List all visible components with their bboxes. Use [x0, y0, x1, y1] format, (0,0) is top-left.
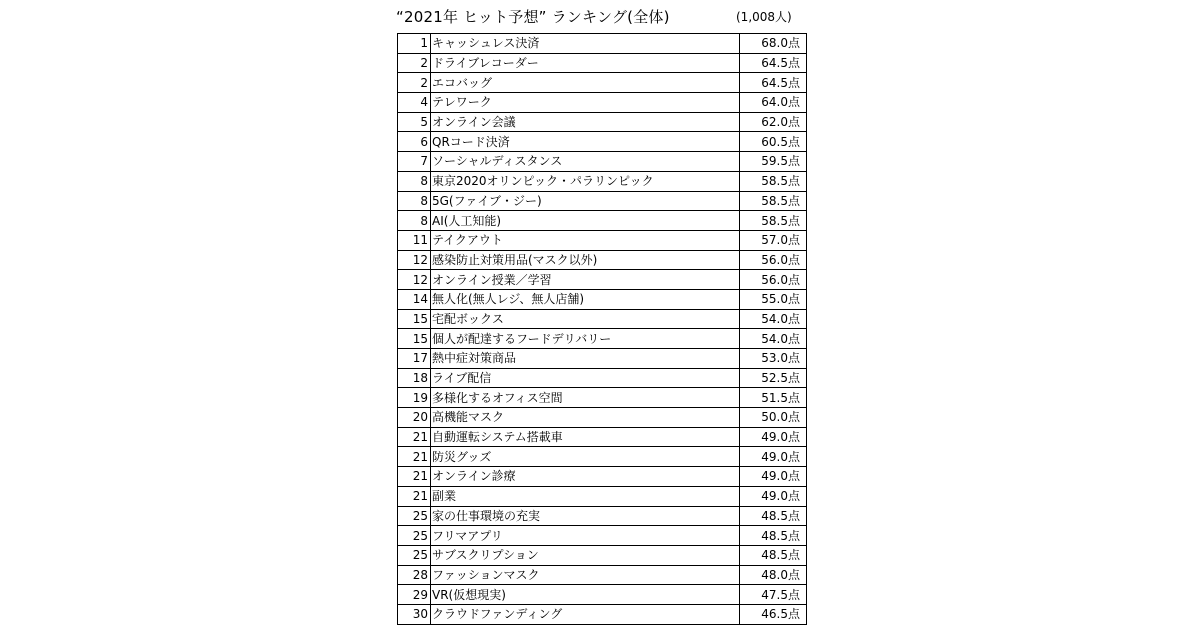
item-cell: 無人化(無人レジ、無人店舗) — [431, 289, 740, 309]
rank-cell: 2 — [398, 73, 431, 93]
ranking-title-text: “2021年 ヒット予想” ランキング(全体) — [396, 8, 670, 26]
score-cell: 58.5点 — [740, 191, 807, 211]
score-cell: 55.0点 — [740, 289, 807, 309]
item-cell: オンライン会議 — [431, 112, 740, 132]
table-row — [398, 73, 807, 93]
rank-cell: 17 — [398, 349, 431, 369]
rank-cell: 4 — [398, 93, 431, 113]
rank-cell: 21 — [398, 467, 431, 487]
score-cell: 58.5点 — [740, 171, 807, 191]
item-cell: 多様化するオフィス空間 — [431, 388, 740, 408]
table-row — [398, 349, 807, 369]
score-cell: 53.0点 — [740, 349, 807, 369]
table-row — [398, 486, 807, 506]
rank-cell: 20 — [398, 408, 431, 428]
table-row — [398, 152, 807, 172]
rank-cell: 19 — [398, 388, 431, 408]
table-row — [398, 329, 807, 349]
table-row — [398, 230, 807, 250]
table-row — [398, 171, 807, 191]
score-cell: 54.0点 — [740, 329, 807, 349]
table-row — [398, 270, 807, 290]
item-cell: 防災グッズ — [431, 447, 740, 467]
item-cell: オンライン診療 — [431, 467, 740, 487]
score-cell: 56.0点 — [740, 270, 807, 290]
table-row — [398, 112, 807, 132]
item-cell: 自動運転システム搭載車 — [431, 427, 740, 447]
table-row — [398, 526, 807, 546]
item-cell: キャッシュレス決済 — [431, 34, 740, 54]
rank-cell: 29 — [398, 585, 431, 605]
score-cell: 64.5点 — [740, 73, 807, 93]
score-cell: 51.5点 — [740, 388, 807, 408]
rank-cell: 7 — [398, 152, 431, 172]
table-row — [398, 93, 807, 113]
table-row — [398, 211, 807, 231]
item-cell: ドライブレコーダー — [431, 53, 740, 73]
item-cell: 副業 — [431, 486, 740, 506]
rank-cell: 8 — [398, 191, 431, 211]
table-row — [398, 427, 807, 447]
rank-cell: 12 — [398, 250, 431, 270]
table-row — [398, 191, 807, 211]
item-cell: 5G(ファイブ・ジー) — [431, 191, 740, 211]
score-cell: 48.5点 — [740, 545, 807, 565]
item-cell: 個人が配達するフードデリバリー — [431, 329, 740, 349]
ranking-table — [397, 33, 807, 625]
score-cell: 48.0点 — [740, 565, 807, 585]
table-row — [398, 53, 807, 73]
score-cell: 48.5点 — [740, 526, 807, 546]
rank-cell: 21 — [398, 486, 431, 506]
item-cell: 感染防止対策用品(マスク以外) — [431, 250, 740, 270]
table-row — [398, 506, 807, 526]
table-row — [398, 388, 807, 408]
item-cell: 熱中症対策商品 — [431, 349, 740, 369]
score-cell: 48.5点 — [740, 506, 807, 526]
score-cell: 49.0点 — [740, 467, 807, 487]
item-cell: テレワーク — [431, 93, 740, 113]
item-cell: AI(人工知能) — [431, 211, 740, 231]
score-cell: 54.0点 — [740, 309, 807, 329]
rank-cell: 15 — [398, 329, 431, 349]
score-cell: 49.0点 — [740, 486, 807, 506]
rank-cell: 18 — [398, 368, 431, 388]
score-cell: 52.5点 — [740, 368, 807, 388]
rank-cell: 15 — [398, 309, 431, 329]
score-cell: 64.5点 — [740, 53, 807, 73]
table-row — [398, 447, 807, 467]
item-cell: ライブ配信 — [431, 368, 740, 388]
table-row — [398, 132, 807, 152]
item-cell: サブスクリプション — [431, 545, 740, 565]
ranking-title — [396, 6, 816, 28]
table-row — [398, 467, 807, 487]
table-row — [398, 289, 807, 309]
rank-cell: 21 — [398, 427, 431, 447]
table-row — [398, 368, 807, 388]
rank-cell: 30 — [398, 604, 431, 624]
item-cell: 宅配ボックス — [431, 309, 740, 329]
rank-cell: 25 — [398, 506, 431, 526]
item-cell: フリマアプリ — [431, 526, 740, 546]
respondent-count: (1,008人) — [736, 10, 792, 24]
score-cell: 47.5点 — [740, 585, 807, 605]
table-row — [398, 250, 807, 270]
rank-cell: 8 — [398, 171, 431, 191]
rank-cell: 6 — [398, 132, 431, 152]
rank-cell: 14 — [398, 289, 431, 309]
item-cell: オンライン授業／学習 — [431, 270, 740, 290]
score-cell: 46.5点 — [740, 604, 807, 624]
item-cell: VR(仮想現実) — [431, 585, 740, 605]
score-cell: 62.0点 — [740, 112, 807, 132]
item-cell: エコバッグ — [431, 73, 740, 93]
rank-cell: 25 — [398, 545, 431, 565]
item-cell: 高機能マスク — [431, 408, 740, 428]
rank-cell: 28 — [398, 565, 431, 585]
score-cell: 60.5点 — [740, 132, 807, 152]
rank-cell: 2 — [398, 53, 431, 73]
score-cell: 64.0点 — [740, 93, 807, 113]
item-cell: 家の仕事環境の充実 — [431, 506, 740, 526]
table-row — [398, 34, 807, 54]
score-cell: 57.0点 — [740, 230, 807, 250]
table-row — [398, 604, 807, 624]
score-cell: 50.0点 — [740, 408, 807, 428]
table-row — [398, 408, 807, 428]
score-cell: 58.5点 — [740, 211, 807, 231]
score-cell: 49.0点 — [740, 447, 807, 467]
score-cell: 68.0点 — [740, 34, 807, 54]
item-cell: ソーシャルディスタンス — [431, 152, 740, 172]
rank-cell: 1 — [398, 34, 431, 54]
score-cell: 56.0点 — [740, 250, 807, 270]
score-cell: 59.5点 — [740, 152, 807, 172]
rank-cell: 8 — [398, 211, 431, 231]
rank-cell: 11 — [398, 230, 431, 250]
table-row — [398, 585, 807, 605]
item-cell: クラウドファンディング — [431, 604, 740, 624]
rank-cell: 25 — [398, 526, 431, 546]
rank-cell: 12 — [398, 270, 431, 290]
item-cell: QRコード決済 — [431, 132, 740, 152]
table-row — [398, 309, 807, 329]
item-cell: テイクアウト — [431, 230, 740, 250]
ranking-table-body — [398, 34, 807, 625]
item-cell: 東京2020オリンピック・パラリンピック — [431, 171, 740, 191]
item-cell: ファッションマスク — [431, 565, 740, 585]
table-row — [398, 545, 807, 565]
rank-cell: 5 — [398, 112, 431, 132]
score-cell: 49.0点 — [740, 427, 807, 447]
table-row — [398, 565, 807, 585]
rank-cell: 21 — [398, 447, 431, 467]
